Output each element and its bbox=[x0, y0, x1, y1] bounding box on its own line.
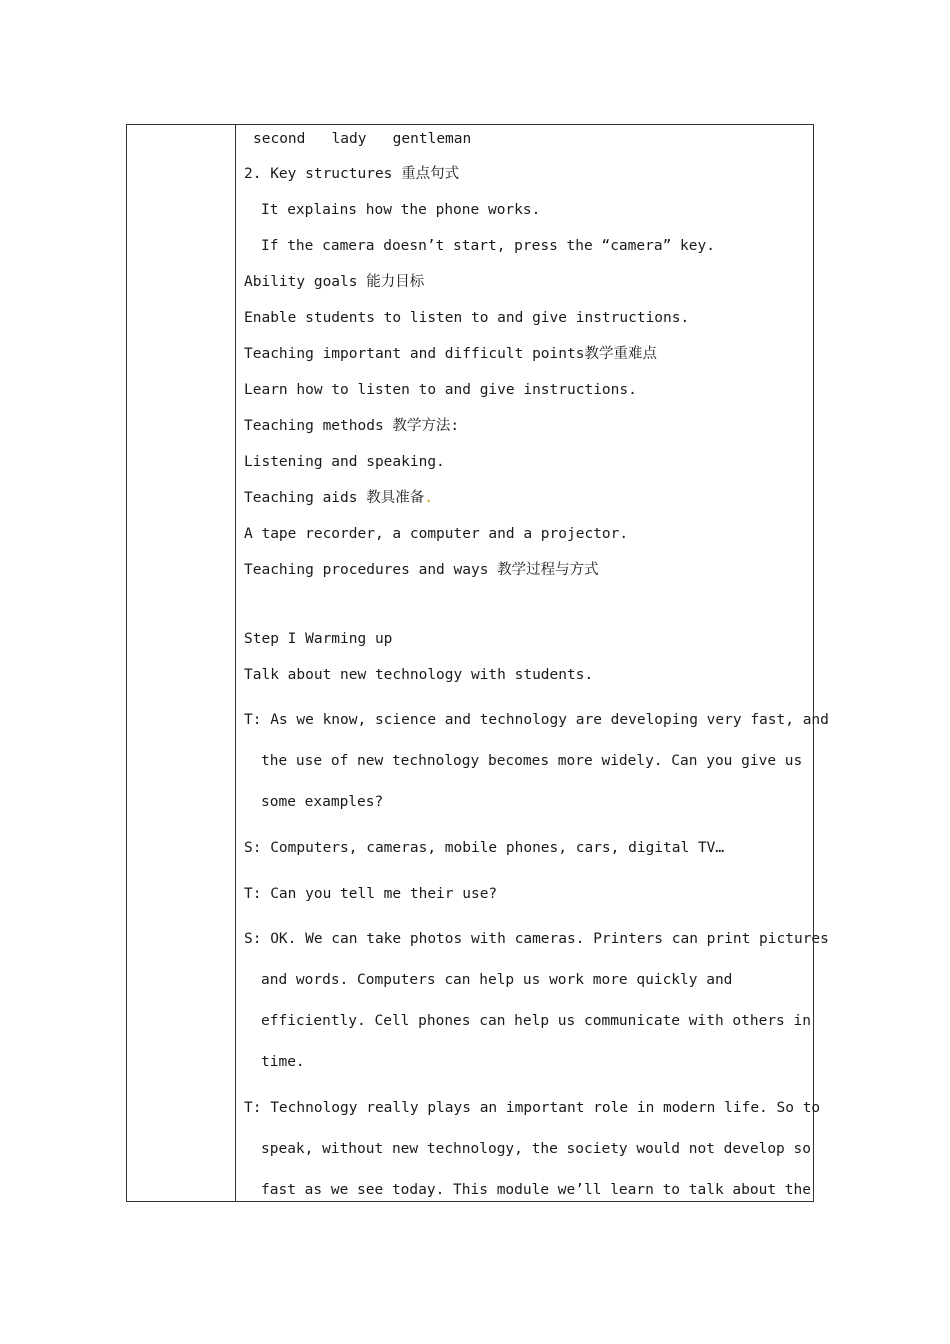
aids-heading bbox=[244, 488, 433, 508]
dialogue-line-text: S: OK. We can take photos with cameras. Printers can print pictures bbox=[244, 931, 829, 947]
procedures-heading: Teaching procedures and ways 教学过程与方式 bbox=[244, 562, 599, 578]
dialogue-line bbox=[261, 1180, 811, 1200]
key-structures-heading: 2. Key structures 重点句式 bbox=[244, 166, 460, 182]
dialogue-student-1: S: Computers, cameras, mobile phones, cars, digital TV… bbox=[244, 840, 725, 856]
dialogue-line bbox=[261, 792, 807, 812]
methods-heading: Teaching methods 教学方法: bbox=[244, 418, 460, 434]
dialogue-line-text: speak, without new technology, the society would not develop so bbox=[261, 1141, 811, 1157]
dialogue-line-text: some examples? bbox=[261, 794, 384, 810]
dialogue-line-text: and words. Computers can help us work more quickly and bbox=[261, 972, 733, 988]
left-column-cell bbox=[127, 125, 236, 1201]
structure-line-2: If the camera doesn’t start, press the “camera” key. bbox=[261, 238, 715, 254]
ability-goals-text: Enable students to listen to and give instructions. bbox=[244, 310, 690, 326]
lesson-plan-table bbox=[126, 124, 829, 1202]
dialogue-line bbox=[244, 929, 829, 949]
ability-goals-heading: Ability goals 能力目标 bbox=[244, 274, 425, 290]
methods-text: Listening and speaking. bbox=[244, 454, 445, 470]
dialogue-line bbox=[261, 1011, 811, 1031]
vocabulary-line: second lady gentleman bbox=[253, 131, 472, 147]
key-points-text: Learn how to listen to and give instructions. bbox=[244, 382, 637, 398]
structure-line-1: It explains how the phone works. bbox=[261, 202, 541, 218]
aids-heading-text: Teaching aids 教具准备 bbox=[244, 490, 425, 506]
dialogue-line-text: efficiently. Cell phones can help us communicate with others in bbox=[261, 1013, 811, 1029]
dialogue-line-text: the use of new technology becomes more widely. Can you give us bbox=[261, 753, 803, 769]
dialogue-line bbox=[244, 710, 829, 730]
dialogue-line-text: T: Technology really plays an important role in modern life. So to bbox=[244, 1100, 821, 1116]
dialogue-line bbox=[261, 1139, 811, 1159]
dialogue-line-text: time. bbox=[261, 1054, 305, 1070]
dialogue-line-text: fast as we see today. This module we’ll learn to talk about the bbox=[261, 1182, 811, 1198]
dialogue-teacher-2: T: Can you tell me their use? bbox=[244, 886, 498, 902]
dialogue-line bbox=[261, 1052, 807, 1072]
dialogue-line bbox=[261, 970, 807, 990]
step-text: Talk about new technology with students. bbox=[244, 667, 594, 683]
step-heading: Step I Warming up bbox=[244, 631, 393, 647]
dialogue-line-text: T: As we know, science and technology are developing very fast, and bbox=[244, 712, 829, 728]
dialogue-line bbox=[261, 751, 807, 771]
key-points-heading: Teaching important and difficult points教学重难点 bbox=[244, 346, 657, 362]
edit-marker: . bbox=[424, 490, 433, 506]
dialogue-line bbox=[244, 1098, 821, 1118]
aids-text: A tape recorder, a computer and a projector. bbox=[244, 526, 629, 542]
